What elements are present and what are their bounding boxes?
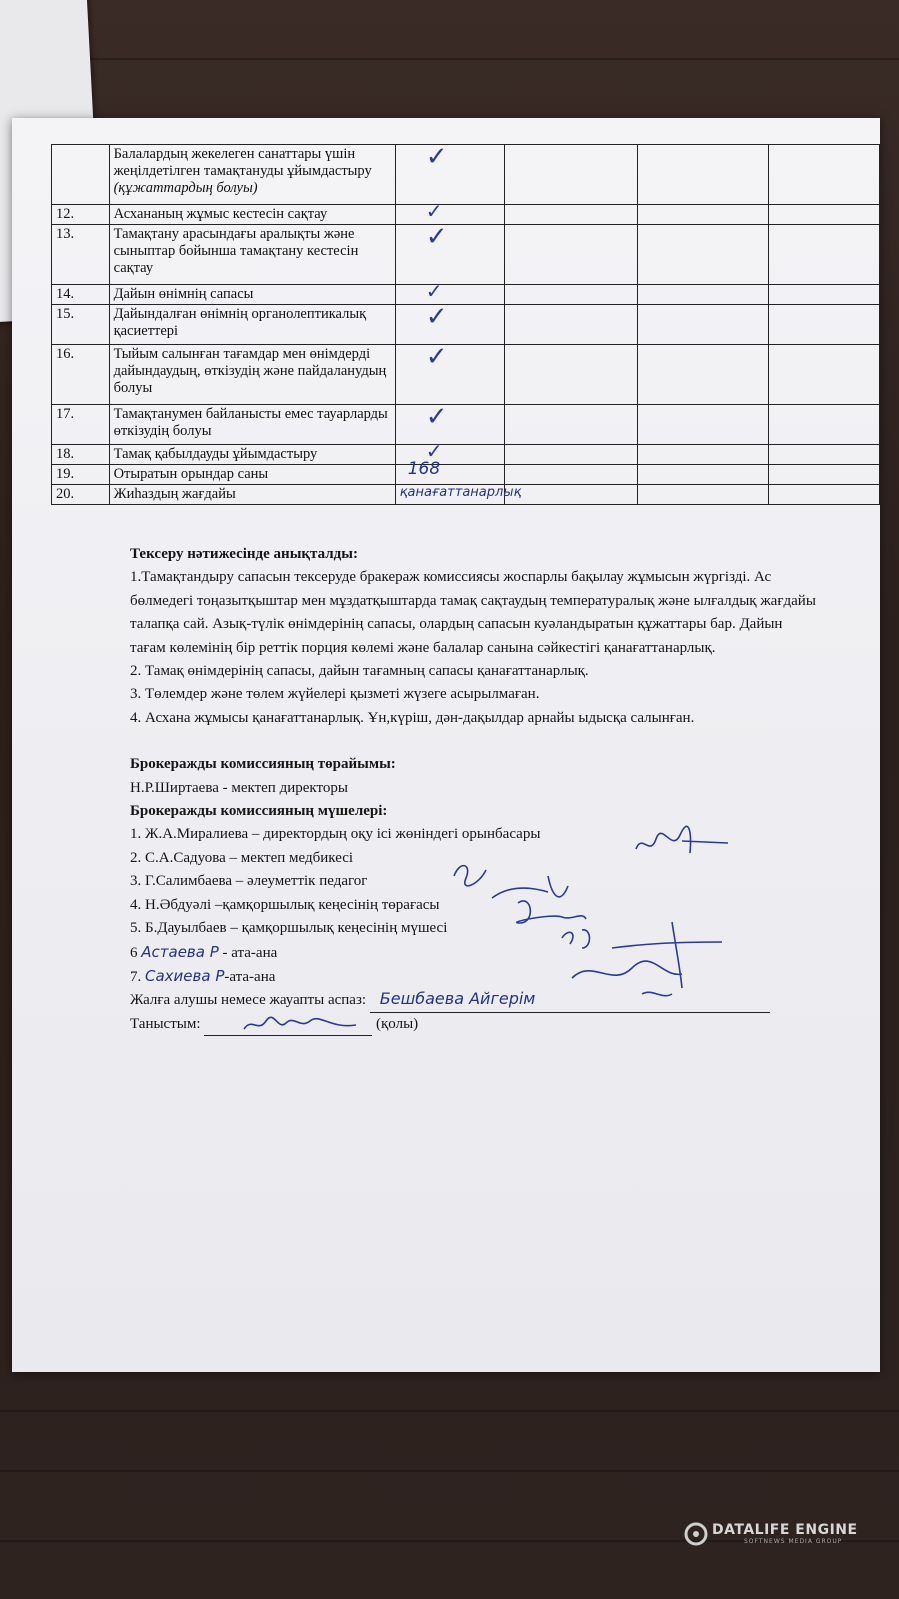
empty-cell xyxy=(769,225,880,285)
criterion-text: Тамақтану арасындағы аралықты және сыныптар бойынша тамақтану кестесін сақтау xyxy=(113,226,359,276)
signature xyxy=(632,823,732,863)
checkmark-icon: ✓ xyxy=(425,439,443,463)
empty-cell xyxy=(504,205,637,225)
inspection-table xyxy=(51,144,880,505)
criterion-text: Жиһаздың жағдайы xyxy=(113,486,236,502)
criterion-text: Тыйым салынған тағамдар мен өнімдерді дайындаудың, өткізудің және пайдаланудың болуы xyxy=(113,346,387,396)
empty-cell xyxy=(504,445,637,465)
acknowledged-line: Таныстым: (қолы) xyxy=(130,1013,820,1036)
empty-cell xyxy=(504,285,637,305)
row-mark-cell xyxy=(395,222,504,285)
row-number: 17. xyxy=(52,405,110,445)
row-mark-cell xyxy=(395,459,504,485)
row-number: 19. xyxy=(52,465,110,485)
handwritten-value: қанағаттанарлық xyxy=(399,485,522,500)
row-criterion xyxy=(109,405,395,445)
wood-grain xyxy=(0,58,899,60)
criterion-text: Отыратын орындар саны xyxy=(113,466,269,482)
finding-4: 4. Асхана жұмысы қанағаттанарлық. Ұн,күріш, дән-дақылдар арнайы ыдысқа салынған. xyxy=(130,709,695,726)
member-7: 7. Сахиева Р-ата-ана xyxy=(130,966,276,985)
member-5: 5. Б.Дауылбаев – қамқоршылық кеңесінің мүшесі xyxy=(130,920,448,937)
row-number: 14. xyxy=(52,285,110,305)
checkmark-icon: ✓ xyxy=(425,222,448,252)
table-row xyxy=(52,405,880,445)
row-number: 18. xyxy=(52,445,110,465)
criterion-text: Асхананың жұмыс кестесін сақтау xyxy=(113,206,328,222)
criterion-text: Дайындалған өнімнің органолептикалық қасиеттері xyxy=(113,306,367,339)
empty-cell xyxy=(504,485,637,505)
handwritten-name: Астаева Р xyxy=(141,942,219,961)
row-mark-cell xyxy=(395,402,504,445)
row-mark-cell xyxy=(395,142,504,205)
row-mark-cell xyxy=(395,342,504,405)
row-criterion xyxy=(109,305,395,345)
row-criterion xyxy=(109,345,395,405)
empty-cell xyxy=(769,445,880,465)
row-criterion xyxy=(109,465,395,485)
empty-cell xyxy=(637,405,768,445)
criterion-text: Тамақтанумен байланысты емес тауарларды өткізудің болуы xyxy=(113,406,388,439)
chair-name: Н.Р.Ширтаева - мектеп директоры xyxy=(130,779,348,796)
empty-cell xyxy=(504,145,637,205)
criterion-text: Балалардың жекелеген санаттары үшін жеңілдетілген тамақтануды ұйымдастыру xyxy=(113,146,372,179)
empty-cell xyxy=(637,305,768,345)
checkmark-icon: ✓ xyxy=(425,279,443,303)
empty-cell xyxy=(637,465,768,485)
empty-cell xyxy=(637,225,768,285)
findings-heading: Тексеру нәтижесінде анықталды: xyxy=(130,546,358,562)
row-criterion xyxy=(109,225,395,285)
handwritten-value: 168 xyxy=(407,459,441,479)
empty-cell xyxy=(637,345,768,405)
empty-cell xyxy=(769,405,880,445)
criterion-text: Дайын өнімнің сапасы xyxy=(113,286,254,302)
empty-cell xyxy=(504,465,637,485)
empty-cell xyxy=(637,145,768,205)
table-row xyxy=(52,485,880,505)
member-3: 3. Г.Салимбаева – әлеуметтік педагог xyxy=(130,873,368,890)
datalife-logo-icon xyxy=(684,1522,708,1546)
member-6: 6 Астаева Р - ата-ана xyxy=(130,942,278,961)
row-number: 12. xyxy=(52,205,110,225)
finding-2: 2. Тамақ өнімдерінің сапасы, дайын тағамның сапасы қанағаттанарлық. xyxy=(130,663,589,680)
checkmark-icon: ✓ xyxy=(425,199,443,223)
row-mark-cell xyxy=(395,199,504,225)
checkmark-icon: ✓ xyxy=(425,302,448,332)
handwritten-name: Сахиева Р xyxy=(145,966,225,985)
empty-cell xyxy=(769,465,880,485)
row-criterion xyxy=(109,205,395,225)
table-row xyxy=(52,285,880,305)
row-mark-cell xyxy=(395,279,504,305)
wood-grain xyxy=(0,1410,899,1412)
signature xyxy=(552,918,742,1008)
table-row xyxy=(52,225,880,285)
empty-cell xyxy=(504,345,637,405)
cook-line: Жалға алушы немесе жауапты аспаз: Бешбаева Айгерім xyxy=(130,989,820,1012)
wood-grain xyxy=(0,1470,899,1472)
checkmark-icon: ✓ xyxy=(425,342,448,372)
acknowledged-signature-line xyxy=(204,1018,372,1036)
members-heading: Брокеражды комиссияның мүшелері: xyxy=(130,803,388,820)
member-1: 1. Ж.А.Миралиева – директордың оқу ісі жөніндегі орынбасары xyxy=(130,826,541,843)
row-criterion xyxy=(109,445,395,465)
empty-cell xyxy=(769,485,880,505)
row-mark-cell xyxy=(395,302,504,345)
signature xyxy=(240,1015,360,1035)
table-row xyxy=(52,205,880,225)
table-row xyxy=(52,465,880,485)
empty-cell xyxy=(769,205,880,225)
row-number: 16. xyxy=(52,345,110,405)
empty-cell xyxy=(637,485,768,505)
empty-cell xyxy=(769,305,880,345)
table-row xyxy=(52,345,880,405)
empty-cell xyxy=(769,345,880,405)
row-criterion xyxy=(109,145,395,205)
empty-cell xyxy=(637,285,768,305)
empty-cell xyxy=(637,205,768,225)
checkmark-icon: ✓ xyxy=(425,142,448,172)
handwritten-name: Бешбаева Айгерім xyxy=(379,989,536,1009)
empty-cell xyxy=(769,145,880,205)
row-number: 15. xyxy=(52,305,110,345)
empty-cell xyxy=(504,225,637,285)
row-number: 20. xyxy=(52,485,110,505)
table-row xyxy=(52,305,880,345)
empty-cell xyxy=(637,445,768,465)
watermark: DATALIFE ENGINE SOFTNEWS MEDIA GROUP xyxy=(712,1522,858,1545)
row-number xyxy=(52,145,110,205)
row-number: 13. xyxy=(52,225,110,285)
finding-1: 1.Тамақтандыру сапасын тексеруде бракераж комиссиясы жоспарлы бақылау жұмысын жүргізді. Ас бөлмедегі тоңазытқыштар мен мұздатқыштарда тамақ сақтаудың температуралық және ылғалдық жағдайы талапқа сай. Азық-түлік өнімдерінің сапасы, олардың сапасын куәландыратын құжаттары бар. Дайын тағам көлемінің бір реттік порция көлемі және балалар санына сәйкестігі қанағаттанарлық. xyxy=(130,569,816,656)
empty-cell xyxy=(769,285,880,305)
table-row xyxy=(52,145,880,205)
chair-heading: Брокеражды комиссияның төрайымы: xyxy=(130,756,396,773)
table-row xyxy=(52,445,880,465)
row-criterion xyxy=(109,285,395,305)
member-4: 4. Н.Әбдуәлі –қамқоршылық кеңесінің төрағасы xyxy=(130,896,440,913)
empty-cell xyxy=(504,405,637,445)
empty-cell xyxy=(504,305,637,345)
row-criterion xyxy=(109,485,395,505)
document-page xyxy=(12,118,880,1372)
criterion-text: Тамақ қабылдауды ұйымдастыру xyxy=(113,446,318,462)
checkmark-icon: ✓ xyxy=(425,402,448,432)
row-mark-cell xyxy=(395,485,522,505)
finding-3: 3. Төлемдер және төлем жүйелері қызметі жүзеге асырылмаған. xyxy=(130,686,540,703)
criterion-note: (құжаттардың болуы) xyxy=(113,180,258,196)
member-2: 2. С.А.Садуова – мектеп медбикесі xyxy=(130,849,354,866)
